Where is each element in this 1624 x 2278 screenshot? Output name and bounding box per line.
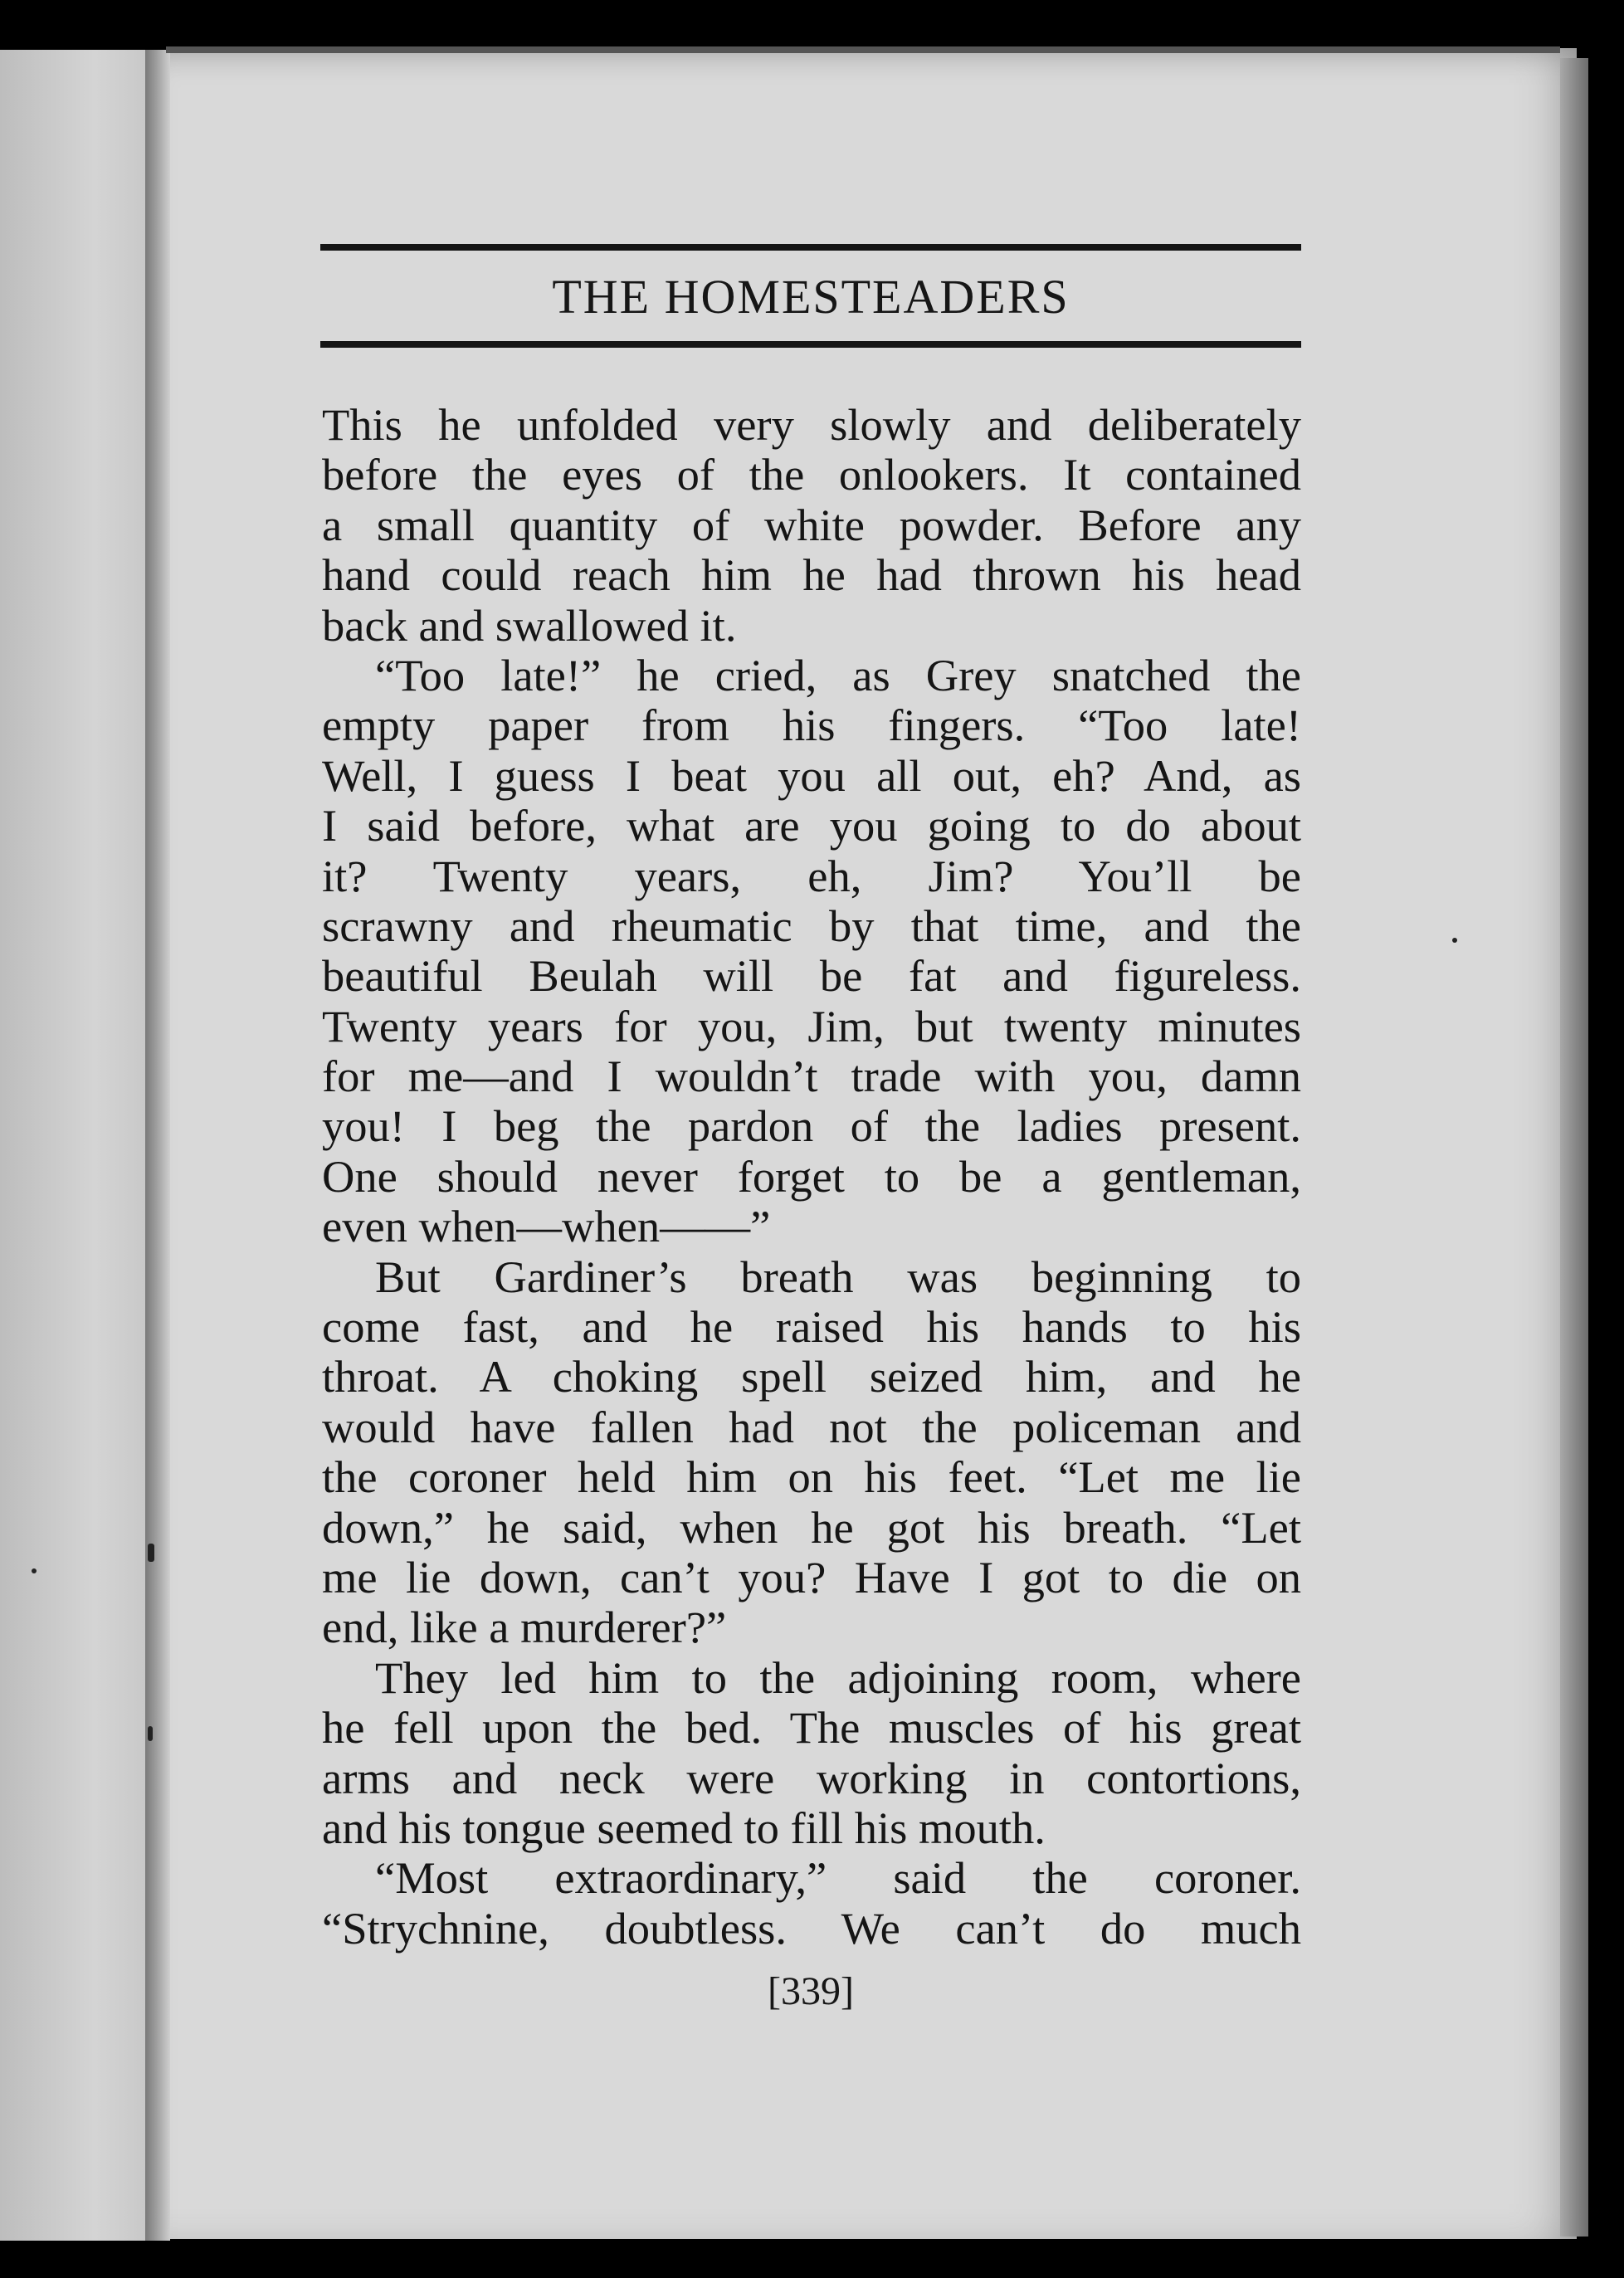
- text-line: come fast, and he raised his hands to his: [322, 1301, 1301, 1353]
- text-line: the coroner held him on his feet. “Let me lie: [322, 1451, 1301, 1503]
- text-line: and his tongue seemed to fill his mouth.: [322, 1802, 1046, 1853]
- scan-speck: [32, 1568, 37, 1573]
- scan-speck: [148, 1544, 154, 1562]
- text-line: empty paper from his fingers. “Too late!: [322, 700, 1301, 751]
- text-line: even when—when——”: [322, 1201, 771, 1252]
- text-line: end, like a murderer?”: [322, 1602, 727, 1653]
- text-line: Well, I guess I beat you all out, eh? And, as: [322, 749, 1301, 801]
- text-line: would have fallen had not the policeman and: [322, 1401, 1301, 1452]
- text-line: They led him to the adjoining room, where: [375, 1651, 1301, 1703]
- text-line: for me—and I wouldn’t trade with you, damn: [322, 1051, 1301, 1102]
- text-line: before the eyes of the onlookers. It contained: [322, 449, 1301, 500]
- text-line: I said before, what are you going to do about: [322, 800, 1301, 851]
- scan-speck: [148, 1726, 153, 1741]
- page-top-shadow: [166, 46, 1560, 53]
- text-line: it? Twenty years, eh, Jim? You’ll be: [322, 850, 1301, 901]
- text-line: scrawny and rheumatic by that time, and the: [322, 900, 1301, 951]
- text-line: beautiful Beulah will be fat and figureless.: [322, 950, 1301, 1002]
- text-line: arms and neck were working in contortions,: [322, 1752, 1301, 1803]
- text-line: hand could reach him he had thrown his head: [322, 549, 1301, 601]
- text-line: This he unfolded very slowly and deliberately: [322, 399, 1301, 450]
- text-line: back and swallowed it.: [322, 599, 737, 651]
- text-line: Twenty years for you, Jim, but twenty minutes: [322, 1000, 1301, 1051]
- header-rule-bottom: [320, 341, 1301, 348]
- text-line: you! I beg the pardon of the ladies present.: [322, 1100, 1301, 1152]
- text-line: “Too late!” he cried, as Grey snatched the: [375, 649, 1301, 700]
- page-number: [339]: [768, 1969, 854, 2013]
- text-line: me lie down, can’t you? Have I got to die on: [322, 1551, 1301, 1602]
- text-line: down,” he said, when he got his breath. “Let: [322, 1501, 1301, 1553]
- text-line: But Gardiner’s breath was beginning to: [375, 1251, 1301, 1302]
- book-gutter: [145, 50, 170, 2241]
- page-right-shadow: [1560, 58, 1588, 2237]
- body-text: [322, 400, 1301, 1954]
- text-line: “Most extraordinary,” said the coroner.: [375, 1852, 1301, 1904]
- text-line: he fell upon the bed. The muscles of his great: [322, 1702, 1301, 1754]
- text-line: a small quantity of white powder. Before any: [322, 499, 1301, 550]
- facing-page-edge: [0, 50, 158, 2241]
- text-line: throat. A choking spell seized him, and he: [322, 1351, 1301, 1402]
- text-line: One should never forget to be a gentleman,: [322, 1150, 1301, 1202]
- running-head: THE HOMESTEADERS: [552, 270, 1070, 324]
- header-rule-top: [320, 244, 1301, 251]
- scan-speck: [1452, 938, 1457, 943]
- text-line: “Strychnine, doubtless. We can’t do much: [322, 1902, 1301, 1954]
